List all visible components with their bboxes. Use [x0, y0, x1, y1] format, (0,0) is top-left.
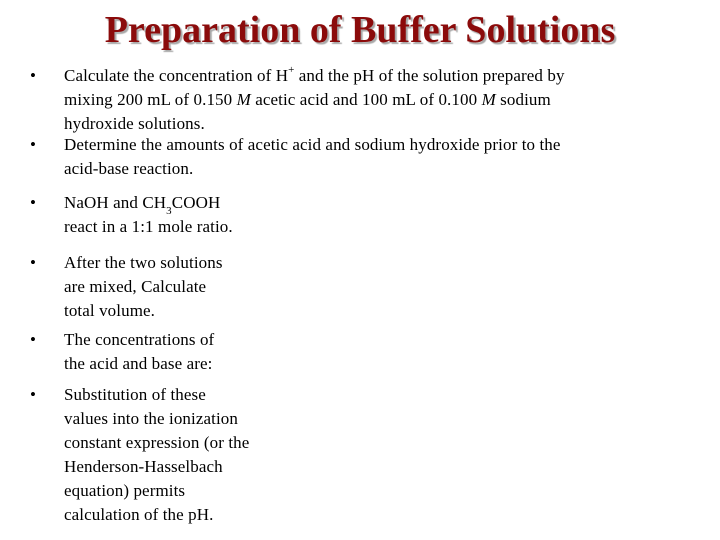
text-run: NaOH and CH: [64, 193, 167, 212]
bullet-line: react in a 1:1 mole ratio.: [64, 217, 233, 236]
text-run: and the pH of the solution prepared by: [294, 66, 565, 85]
text-run: mixing 200 mL of 0.150: [64, 90, 237, 109]
superscript: +: [288, 64, 295, 77]
bullet-text: [64, 383, 249, 527]
bullet-symbol: •: [30, 193, 36, 212]
bullet-symbol: •: [30, 253, 36, 272]
bullet-symbol: •: [30, 385, 36, 404]
bullet-symbol: •: [30, 330, 36, 349]
bullet-line: are mixed, Calculate: [64, 277, 207, 296]
bullet-text: [64, 251, 223, 323]
bullet-line: values into the ionization: [64, 409, 238, 428]
bullet-symbol: •: [30, 135, 36, 154]
bullet-symbol: •: [30, 66, 36, 85]
slide-title: Preparation of Buffer Solutions: [104, 9, 616, 51]
bullet-line: [64, 88, 565, 112]
subscript: 3: [166, 205, 172, 218]
text-run: COOH: [171, 193, 221, 212]
text-run: acetic acid and 100 mL of 0.100: [250, 90, 482, 109]
bullet-line: equation) permits: [64, 481, 186, 500]
bullet-line: [64, 191, 233, 218]
bullet-line: the acid and base are:: [64, 354, 213, 373]
bullet-line: total volume.: [64, 301, 156, 320]
bullet-line: [64, 64, 565, 88]
bullet-text: [64, 133, 561, 181]
molarity-unit: M: [236, 90, 251, 109]
bullet-line: The concentrations of: [64, 330, 215, 349]
bullet-line: Determine the amounts of acetic acid and sodium hydroxide prior to the: [64, 135, 561, 154]
bullet-text: [64, 191, 233, 239]
text-run: Calculate the concentration of H: [64, 66, 289, 85]
text-run: sodium: [495, 90, 551, 109]
bullet-line: After the two solutions: [64, 253, 223, 272]
bullet-line: acid-base reaction.: [64, 159, 194, 178]
bullet-line: constant expression (or the: [64, 433, 250, 452]
molarity-unit: M: [481, 90, 496, 109]
bullet-line: Substitution of these: [64, 385, 206, 404]
bullet-text: [64, 328, 214, 376]
bullet-line: Henderson-Hasselbach: [64, 457, 223, 476]
bullet-text: [64, 64, 565, 136]
bullet-line: hydroxide solutions.: [64, 114, 205, 133]
bullet-line: calculation of the pH.: [64, 505, 214, 524]
